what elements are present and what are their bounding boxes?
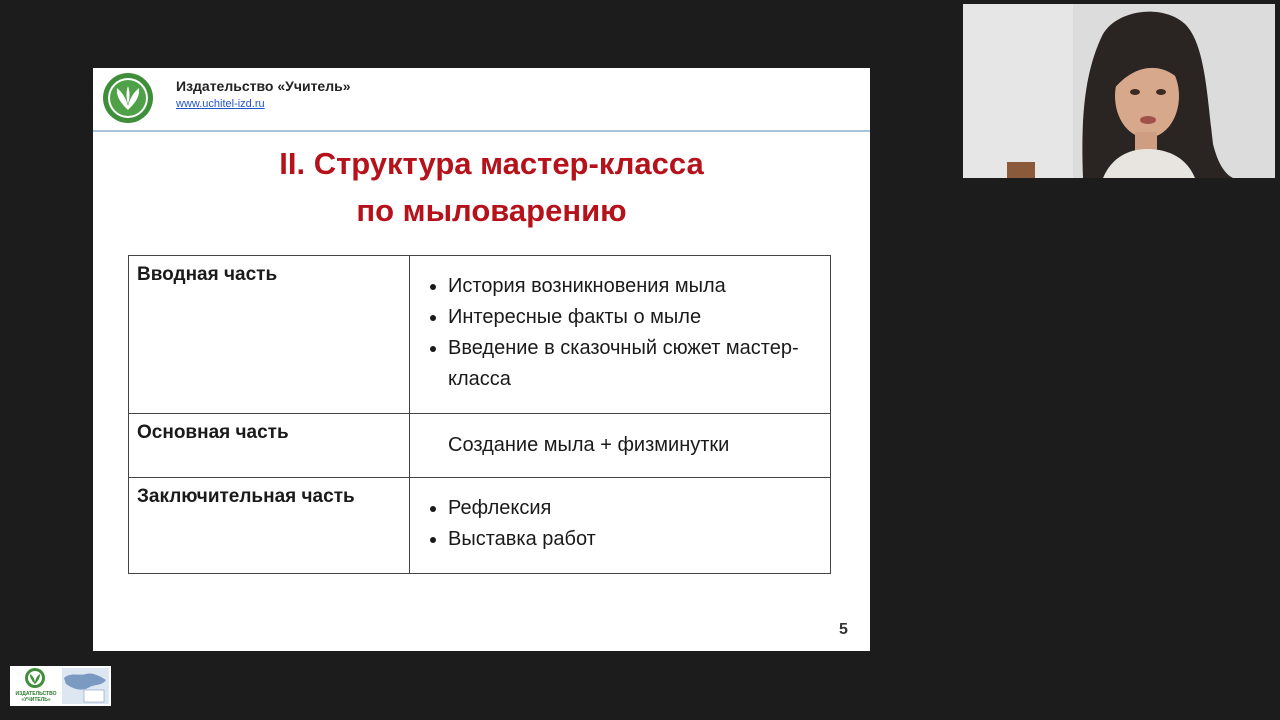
slide-title xyxy=(93,140,890,234)
bottom-logo-caption xyxy=(12,691,60,703)
bottom-logo-line-2: «УЧИТЕЛЬ» xyxy=(21,697,51,703)
table-row xyxy=(129,478,831,574)
bottom-left-logo xyxy=(10,666,111,706)
row-content xyxy=(410,414,831,478)
row-label: Основная часть xyxy=(129,414,410,478)
webcam-video xyxy=(963,4,1275,178)
bottom-logo-line-1: ИЗДАТЕЛЬСТВО xyxy=(15,691,57,697)
bullet-list xyxy=(420,271,822,395)
structure-table xyxy=(128,255,831,574)
slide-header xyxy=(93,68,870,132)
list-item: • Выставка работ xyxy=(448,524,822,555)
row-text: Создание мыла + физминутки xyxy=(448,434,730,456)
slide-title-line-1: II. Структура мастер-класса xyxy=(279,146,704,181)
row-content xyxy=(410,256,831,414)
row-label: Заключительная часть xyxy=(129,478,410,574)
row-label: Вводная часть xyxy=(129,256,410,414)
list-item: • Введение в сказочный сюжет мастер-класса xyxy=(448,333,822,395)
list-item: • Интересные факты о мыле xyxy=(448,302,822,333)
bullet-list xyxy=(420,493,822,555)
table-row xyxy=(129,256,831,414)
publisher-url-link[interactable]: www.uchitel-izd.ru xyxy=(176,98,265,110)
presenter-image xyxy=(963,4,1275,178)
slide-title-line-2: по мыловарению xyxy=(356,193,627,228)
list-item: • Рефлексия xyxy=(448,493,822,524)
publisher-name: Издательство «Учитель» xyxy=(176,78,351,94)
list-item: • История возникновения мыла xyxy=(448,271,822,302)
publisher-logo xyxy=(102,72,154,124)
row-content xyxy=(410,478,831,574)
presentation-slide xyxy=(93,68,870,651)
page-number: 5 xyxy=(839,621,848,638)
table-row xyxy=(129,414,831,478)
